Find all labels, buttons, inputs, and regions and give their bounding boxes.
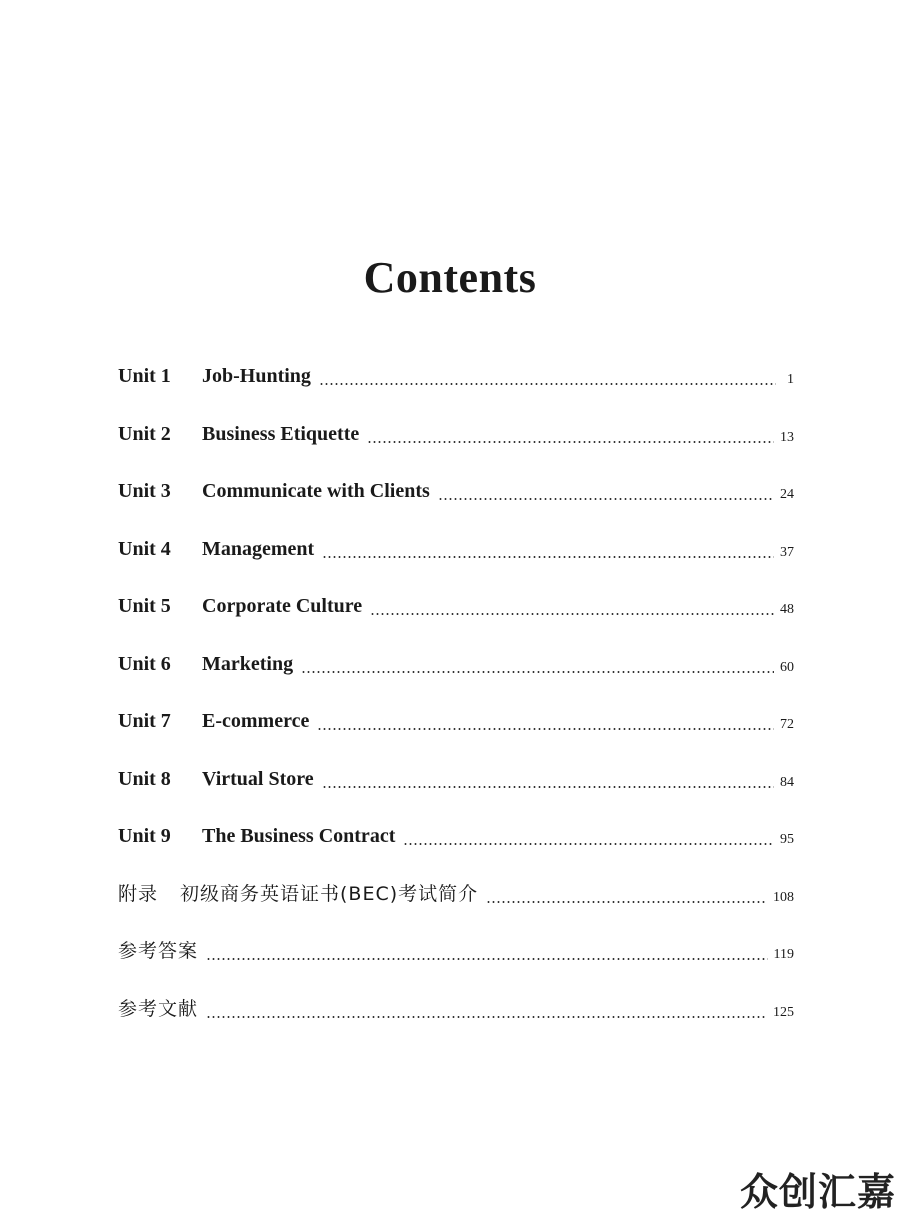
dot-leader — [367, 420, 774, 444]
dot-leader — [403, 822, 774, 846]
dot-leader — [438, 477, 774, 501]
page-number: 72 — [780, 717, 794, 732]
toc-entry[interactable] — [118, 535, 794, 593]
dot-leader — [370, 592, 774, 616]
page-number: 108 — [773, 889, 794, 905]
answers-title: 参考答案 — [118, 940, 199, 962]
toc-entry[interactable] — [118, 420, 794, 478]
unit-number: Unit 8 — [118, 767, 171, 790]
references-title: 参考文献 — [118, 997, 199, 1020]
dot-leader — [322, 765, 774, 789]
unit-number: Unit 3 — [118, 480, 171, 502]
page-number: 60 — [780, 659, 794, 675]
page-number: 119 — [773, 947, 794, 962]
toc-entry[interactable] — [118, 765, 794, 823]
unit-title: Business Etiquette — [202, 422, 360, 445]
dot-leader — [206, 937, 768, 961]
table-of-contents — [118, 362, 794, 1052]
watermark-logo: 众创汇嘉 — [739, 1170, 896, 1214]
unit-title: Communicate with Clients — [202, 480, 430, 502]
toc-entry[interactable] — [118, 477, 794, 535]
unit-number: Unit 4 — [118, 537, 171, 560]
dot-leader — [301, 650, 774, 674]
appendix-title: 初级商务英语证书(BEC)考试简介 — [180, 882, 479, 905]
page-title: Contents — [363, 253, 537, 302]
toc-entry-answers[interactable] — [118, 937, 794, 995]
toc-entry-references[interactable] — [118, 995, 794, 1053]
page-number: 95 — [780, 832, 794, 847]
unit-number: Unit 1 — [118, 365, 171, 387]
page-number: 13 — [780, 429, 794, 445]
unit-title: Management — [202, 537, 315, 560]
appendix-prefix: 附录 — [118, 882, 159, 905]
unit-title: Corporate Culture — [202, 595, 363, 617]
toc-entry[interactable] — [118, 650, 794, 708]
toc-entry[interactable] — [118, 362, 794, 420]
unit-number: Unit 9 — [118, 825, 171, 847]
dot-leader — [319, 362, 776, 386]
dot-leader — [486, 880, 767, 904]
page-number: 84 — [780, 774, 794, 790]
toc-entry[interactable] — [118, 707, 794, 765]
dot-leader — [317, 707, 774, 731]
page-number: 48 — [780, 602, 794, 617]
page-number: 37 — [780, 544, 794, 560]
unit-title: E-commerce — [202, 710, 310, 732]
page-number: 24 — [780, 487, 794, 502]
unit-number: Unit 6 — [118, 652, 171, 675]
page-number: 1 — [787, 372, 794, 387]
unit-number: Unit 5 — [118, 595, 171, 617]
toc-entry[interactable] — [118, 592, 794, 650]
unit-number: Unit 7 — [118, 710, 171, 732]
toc-entry[interactable] — [118, 822, 794, 880]
unit-number: Unit 2 — [118, 422, 171, 445]
dot-leader — [206, 995, 767, 1019]
unit-title: Marketing — [202, 652, 294, 675]
unit-title: Virtual Store — [202, 767, 314, 790]
page-number: 125 — [773, 1004, 794, 1020]
unit-title: Job-Hunting — [202, 365, 311, 387]
dot-leader — [322, 535, 774, 559]
toc-entry-appendix[interactable] — [118, 880, 794, 938]
unit-title: The Business Contract — [202, 825, 396, 847]
